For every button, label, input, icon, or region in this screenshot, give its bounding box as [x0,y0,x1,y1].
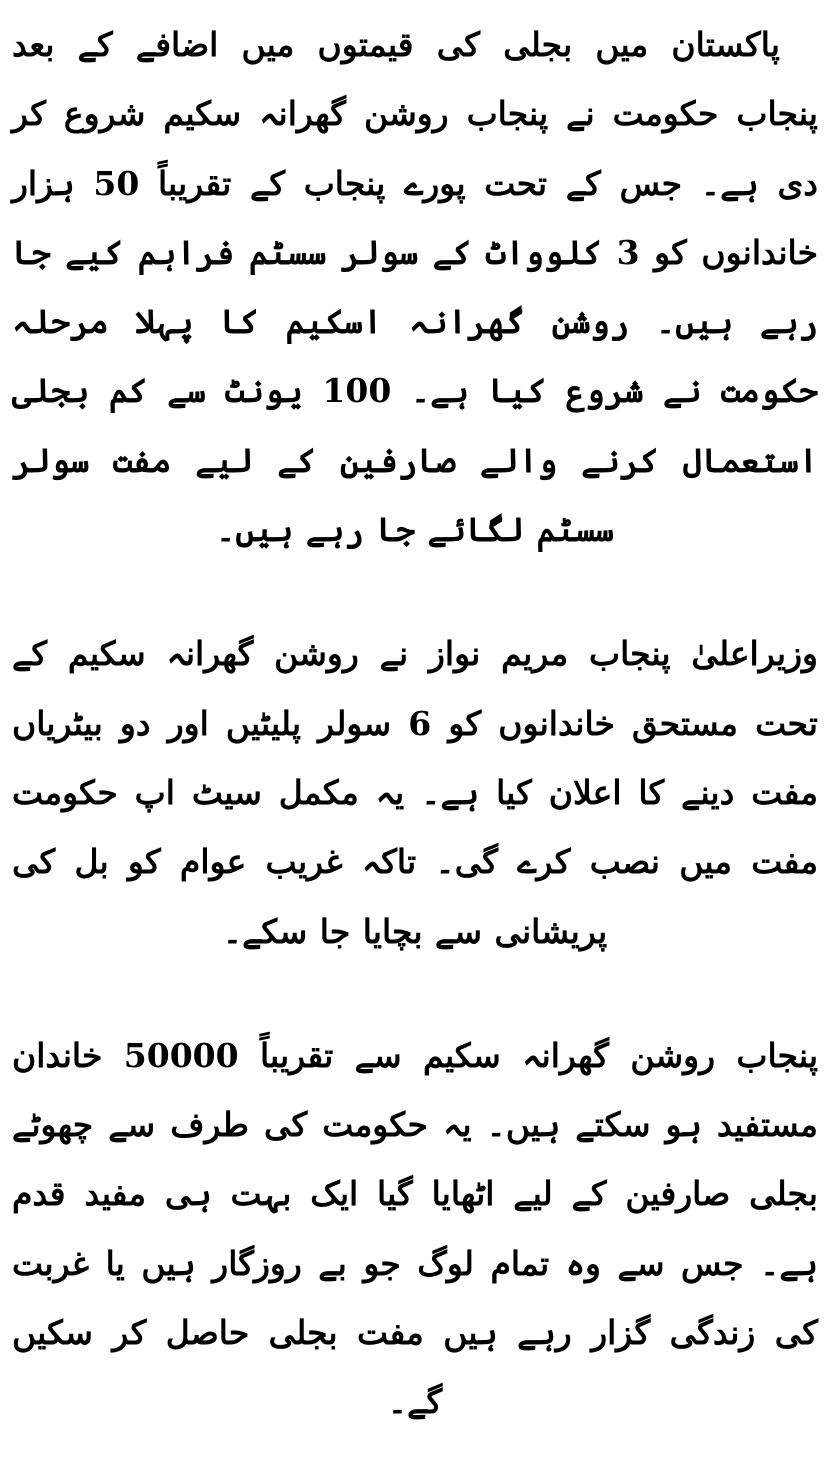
paragraph-scheme-intro: پاکستان میں بجلی کی قیمتوں میں اضافے کے بعد پنجاب حکومت نے پنجاب روشن گھرانہ سکیم شروع کر دی ہے۔ جس کے تحت پورے پنجاب کے تقریباً 50 ہزار خاندانوں کو 3 کلوواٹ کے سولر سسٹم فراہم کیے جا رہے ہیں۔ روشن گھرانہ اسکیم کا پہلا مرحلہ حکومت نے شروع کیا ہے۔ 100 یونٹ سے کم بجلی استعمال کرنے والے صارفین کے لیے مفت سولر سسٹم لگائے جا رہے ہیں۔ [12,25,818,550]
paragraph-beneficiaries: پنجاب روشن گھرانہ سکیم سے تقریباً 50000 خاندان مستفید ہو سکتے ہیں۔ یہ حکومت کی طرف سے چھوٹے بجلی صارفین کے لیے اٹھایا گیا ایک بہت ہی مفید قدم ہے۔ جس سے وہ تمام لوگ جو بے روزگار ہیں یا غربت کی زندگی گزار رہے ہیں مفت بجلی حاصل کر سکیں گے۔ [12,1035,818,1422]
article-body [12,10,818,1437]
paragraph-cm-announcement: وزیراعلیٰ پنجاب مریم نواز نے روشن گھرانہ سکیم کے تحت مستحق خاندانوں کو 6 سولر پلیٹیں اور دو بیٹریاں مفت دینے کا اعلان کیا ہے۔ یہ مکمل سیٹ اپ حکومت مفت میں نصب کرے گی۔ تاکہ غریب عوام کو بل کی پریشانی سے بچایا جا سکے۔ [12,634,818,951]
